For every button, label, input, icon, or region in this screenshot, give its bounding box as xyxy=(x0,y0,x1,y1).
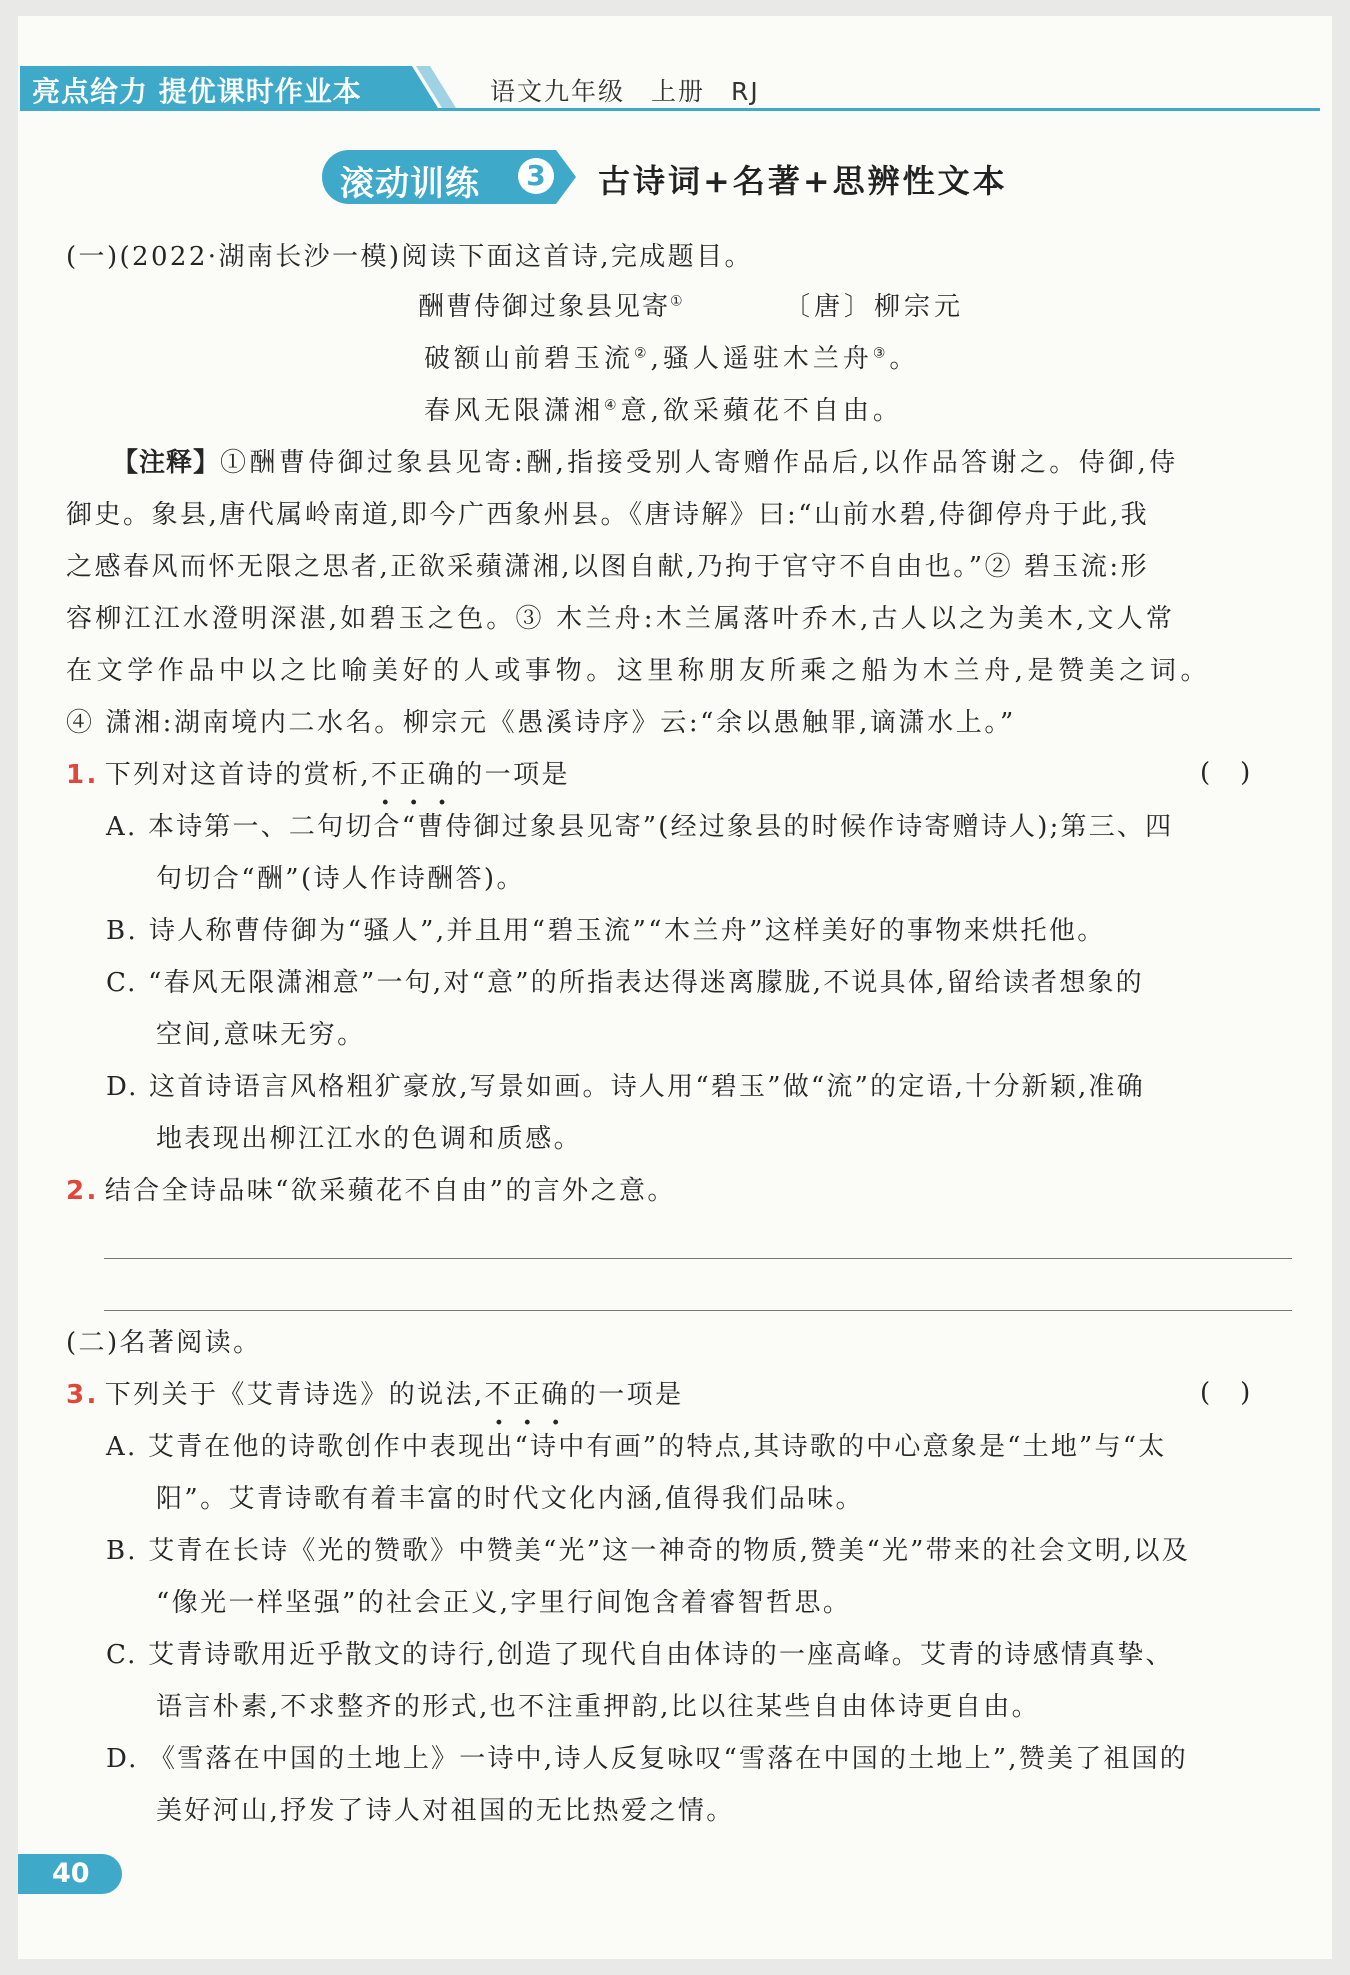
poem-title-note: ① xyxy=(670,293,685,310)
q2-stem xyxy=(66,1174,676,1208)
q1-option-a-2: 句切合“酬”(诗人作诗酬答)。 xyxy=(156,864,525,894)
poem-line-2-a: 春风无限潇湘 xyxy=(424,396,605,426)
q1-option-c-1: C. “春风无限潇湘意”一句,对“意”的所指表达得迷离朦胧,不说具体,留给读者想象的 xyxy=(106,968,1144,998)
poem-note-4: ④ xyxy=(604,397,621,414)
title-label: 滚动训练 xyxy=(340,164,480,204)
q3-stem xyxy=(66,1378,683,1412)
notes-line-3: 之感春风而怀无限之思者,正欲采蘋潇湘,以图自献,乃拘于官守不自由也。”② 碧玉流:形 xyxy=(66,552,1150,582)
notes-label: 【注释】 xyxy=(112,448,221,478)
q3-emph-2: 正 xyxy=(513,1380,542,1410)
page-header xyxy=(20,66,1320,124)
notes-line-4: 容柳江江水澄明深湛,如碧玉之色。③ 木兰舟:木兰属落叶乔木,古人以之为美木,文人常 xyxy=(66,604,1176,634)
q3-answer-paren[interactable]: () xyxy=(1200,1378,1281,1408)
header-volume: 上册 xyxy=(651,77,706,106)
q3-emph-3: 确 xyxy=(541,1380,570,1410)
q1-option-c-2: 空间,意味无穷。 xyxy=(156,1020,366,1050)
q1-option-d-2: 地表现出柳江江水的色调和质感。 xyxy=(156,1124,583,1154)
q3-option-b-1: B. 艾青在长诗《光的赞歌》中赞美“光”这一神奇的物质,赞美“光”带来的社会文明,以及 xyxy=(106,1536,1190,1566)
q2-answer-line-2[interactable] xyxy=(104,1310,1292,1311)
q2-answer-line-1[interactable] xyxy=(104,1258,1292,1259)
q1-emph-2: 正 xyxy=(399,760,428,790)
header-brand: 亮点给力 提优课时作业本 xyxy=(32,75,362,108)
section2-intro: (二)名著阅读。 xyxy=(66,1328,262,1358)
header-subject xyxy=(490,72,786,108)
q3-post: 的一项是 xyxy=(569,1380,684,1410)
q1-option-d-1: D. 这首诗语言风格粗犷豪放,写景如画。诗人用“碧玉”做“流”的定语,十分新颖,准确 xyxy=(106,1072,1145,1102)
poem-line-2-b: 意,欲采蘋花不自由。 xyxy=(620,396,903,426)
title-main: 古诗词+名著+思辨性文本 xyxy=(598,162,1008,200)
poem-line-1 xyxy=(424,342,919,376)
notes-line-5: 在文学作品中以之比喻美好的人或事物。这里称朋友所乘之船为木兰舟,是赞美之词。 xyxy=(66,656,1212,686)
notes-text-1: ①酬曹侍御过象县见寄:酬,指接受别人寄赠作品后,以作品答谢之。侍御,侍 xyxy=(220,448,1179,478)
poem-line-1-a: 破额山前碧玉流 xyxy=(424,344,635,374)
q3-option-a-1: A. 艾青在他的诗歌创作中表现出“诗中有画”的特点,其诗歌的中心意象是“土地”与“太 xyxy=(106,1432,1167,1462)
header-grade: 语文九年级 xyxy=(490,77,626,106)
notes-line-2: 御史。象县,唐代属岭南道,即今广西象州县。《唐诗解》曰:“山前水碧,侍御停舟于此,我 xyxy=(66,500,1150,530)
section1-intro: (一)(2022·湖南长沙一模)阅读下面这首诗,完成题目。 xyxy=(66,242,753,272)
notes-line-6: ④ 潇湘:湖南境内二水名。柳宗元《愚溪诗序》云:“余以愚触罪,谪潇水上。” xyxy=(66,708,1016,738)
q3-option-d-1: D. 《雪落在中国的土地上》一诗中,诗人反复咏叹“雪落在中国的土地上”,赞美了祖国的 xyxy=(106,1744,1188,1774)
q1-pre: 下列对这首诗的赏析, xyxy=(104,760,372,790)
q3-option-b-2: “像光一样坚强”的社会正义,字里行间饱含着睿智哲思。 xyxy=(156,1588,852,1618)
poem-line-2 xyxy=(424,394,903,428)
poem-title xyxy=(418,290,685,324)
q1-number: 1. xyxy=(66,760,99,790)
header-edition: RJ xyxy=(731,77,760,106)
notes-line-1 xyxy=(112,446,1179,480)
title-number: 3 xyxy=(518,158,554,194)
q1-post: 的一项是 xyxy=(456,760,570,790)
poem-note-3: ③ xyxy=(872,345,890,362)
q3-option-a-2: 阳”。艾青诗歌有着丰富的时代文化内涵,值得我们品味。 xyxy=(156,1484,864,1514)
q3-emph-1: 不 xyxy=(484,1380,514,1410)
q1-emph-1: 不 xyxy=(371,760,400,790)
q1-option-b: B. 诗人称曹侍御为“骚人”,并且用“碧玉流”“木兰舟”这样美好的事物来烘托他。 xyxy=(106,916,1106,946)
q2-text: 结合全诗品味“欲采蘋花不自由”的言外之意。 xyxy=(104,1176,676,1206)
q3-pre: 下列关于《艾青诗选》的说法, xyxy=(104,1380,485,1410)
poem-author: 〔唐〕柳宗元 xyxy=(784,292,965,322)
q3-option-d-2: 美好河山,抒发了诗人对祖国的无比热爱之情。 xyxy=(156,1796,735,1826)
poem-line-1-c: 。 xyxy=(889,344,920,374)
poem-title-text: 酬曹侍御过象县见寄 xyxy=(418,292,671,322)
q1-stem xyxy=(66,758,570,792)
q3-option-c-2: 语言朴素,不求整齐的形式,也不注重押韵,比以往某些自由体诗更自由。 xyxy=(156,1692,1040,1722)
q1-emph-3: 确 xyxy=(427,760,457,790)
poem-note-2: ② xyxy=(634,345,651,362)
poem-line-1-b: ,骚人遥驻木兰舟 xyxy=(650,344,873,374)
q3-number: 3. xyxy=(66,1380,99,1410)
page-number: 40 xyxy=(18,1854,122,1894)
header-rule xyxy=(20,108,1320,111)
q1-option-a-1: A. 本诗第一、二句切合“曹侍御过象县见寄”(经过象县的时候作诗寄赠诗人);第三、四 xyxy=(106,812,1174,842)
q3-option-c-1: C. 艾青诗歌用近乎散文的诗行,创造了现代自由体诗的一座高峰。艾青的诗感情真挚、 xyxy=(106,1640,1174,1670)
q2-number: 2. xyxy=(66,1176,99,1206)
q1-answer-paren[interactable]: () xyxy=(1200,758,1281,788)
